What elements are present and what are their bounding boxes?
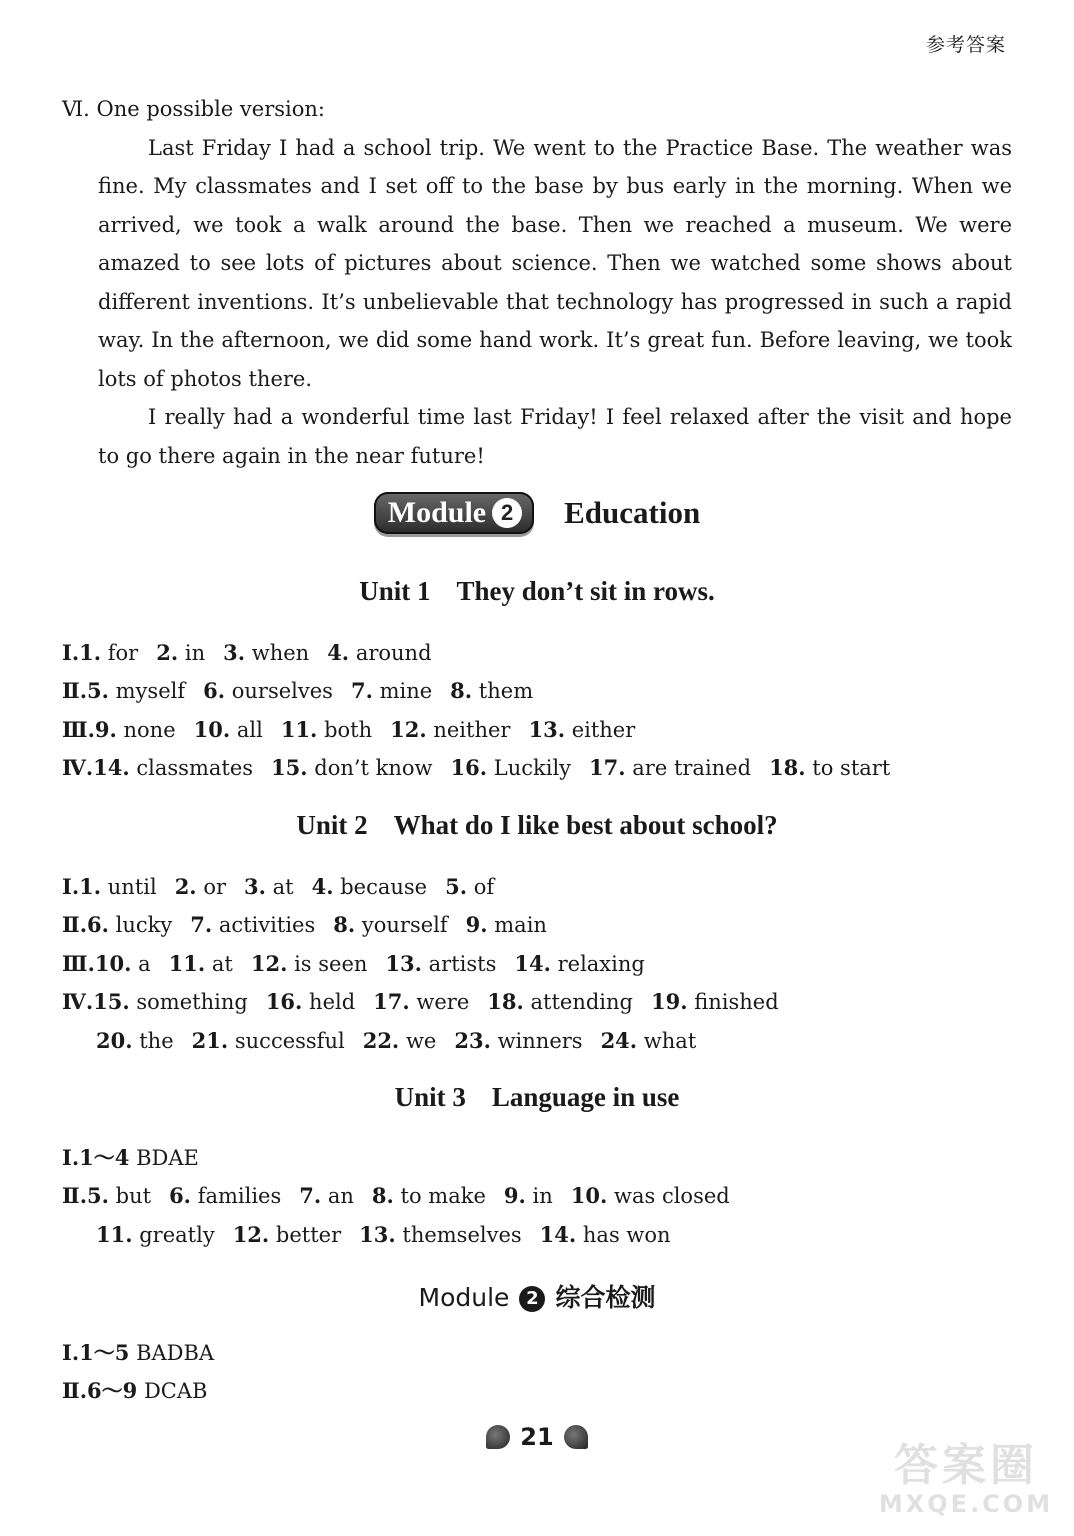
module-heading — [0, 492, 1074, 534]
answer-item — [299, 1184, 354, 1208]
page-number: 21 — [520, 1423, 554, 1451]
answer-item — [156, 641, 205, 665]
answer-number: 13. — [528, 716, 566, 742]
answer-text: until — [107, 875, 157, 899]
answer-item — [87, 913, 172, 937]
section-numeral: Ⅱ. — [62, 1378, 88, 1404]
answer-number: 17. — [373, 989, 410, 1015]
answer-item — [769, 756, 890, 780]
answer-item — [96, 1223, 215, 1247]
answer-text: better — [275, 1222, 342, 1247]
answer-number: 6. — [87, 912, 109, 938]
answer-row — [62, 1177, 748, 1215]
answer-item — [363, 1029, 437, 1053]
answer-item — [194, 718, 263, 742]
answer-number: 22. — [362, 1027, 400, 1053]
answer-text: yourself — [361, 913, 448, 938]
answer-text: is seen — [294, 951, 368, 976]
answer-item — [445, 875, 494, 899]
test-title-prefix: Module — [418, 1283, 510, 1312]
answer-text: we — [405, 1028, 437, 1053]
answer-text: was closed — [614, 1184, 730, 1209]
answer-item — [223, 641, 309, 665]
answer-number: 12. — [232, 1221, 270, 1247]
answer-item — [169, 1184, 281, 1208]
unit-number: Unit 3 — [394, 1082, 466, 1112]
answer-text: artists — [428, 951, 497, 976]
answer-item — [487, 990, 633, 1014]
answer-text: classmates — [136, 756, 254, 781]
answer-number: 14. — [539, 1221, 577, 1247]
answer-text: what — [643, 1028, 697, 1053]
unit-number: Unit 2 — [296, 810, 368, 840]
section-numeral: Ⅰ. — [62, 874, 80, 899]
leaf-icon — [564, 1425, 588, 1449]
module-test-heading — [0, 1278, 1074, 1314]
answer-number: 19. — [651, 989, 688, 1015]
answer-item — [372, 1184, 486, 1208]
unit-3-heading — [0, 1082, 1074, 1113]
answer-text: all — [236, 717, 263, 742]
answer-item — [651, 990, 779, 1014]
answer-row — [62, 1022, 797, 1060]
answer-item — [87, 1379, 207, 1403]
unit-number: Unit 1 — [359, 576, 431, 606]
unit-title: They don’t sit in rows. — [456, 576, 715, 606]
answer-number: 5. — [445, 874, 468, 899]
answer-number: 10. — [193, 716, 231, 742]
answer-text: or — [203, 875, 226, 899]
essay-paragraph-2: I really had a wonderful time last Friday! I feel relaxed after the visit and hope to go there again in the near future! — [98, 405, 1012, 468]
section-numeral: Ⅱ. — [62, 678, 88, 704]
answer-item — [540, 1223, 671, 1247]
answer-item — [93, 990, 248, 1014]
answer-item — [190, 913, 315, 937]
answer-text: ourselves — [231, 679, 333, 704]
answer-item — [95, 718, 176, 742]
answer-number: 1. — [79, 874, 102, 899]
answer-item — [451, 756, 572, 780]
answer-row — [62, 672, 908, 710]
answer-number: 2. — [174, 874, 197, 899]
answer-item — [203, 679, 333, 703]
essay-paragraph-1: Last Friday I had a school trip. We went to the Practice Base. The weather was fine. My classmates and I set off to the base by bus early in the morning. When we arrived, we took a walk around the base. Then we reached a museum. We were amazed to see lots of pictures about science. Then we watched some shows about different inventions. It’s unbelievable that technology has progressed in such a rapid way. In the afternoon, we did some hand work. It’s great fun. Before leaving, we took lots of photos there. — [98, 135, 1012, 391]
answer-text: successful — [234, 1028, 345, 1053]
answer-number: 11. — [280, 716, 318, 742]
answer-text: them — [478, 679, 534, 704]
answer-text: main — [494, 913, 547, 938]
answer-number: 3. — [223, 640, 246, 665]
watermark-url: MXQE.COM — [878, 1490, 1054, 1518]
answer-text: don’t know — [314, 756, 433, 781]
answer-number: 15. — [93, 989, 130, 1015]
answer-text: at — [272, 875, 294, 899]
answer-row — [62, 1216, 748, 1254]
section-numeral: Ⅲ. — [62, 716, 95, 742]
answer-row — [62, 711, 908, 749]
answer-number: 12. — [250, 950, 288, 976]
page-header-title: 参考答案 — [925, 34, 1006, 56]
answer-item — [251, 952, 368, 976]
answer-number: 23. — [454, 1027, 491, 1053]
test-title-number: 2 — [519, 1286, 545, 1312]
answer-text: winners — [497, 1028, 583, 1053]
answer-text: of — [473, 875, 495, 899]
module-badge-number: 2 — [492, 498, 522, 528]
answer-row — [62, 749, 908, 787]
answer-item — [373, 990, 469, 1014]
answer-item — [514, 952, 644, 976]
answer-number: 20. — [96, 1027, 133, 1053]
answer-number: 18. — [487, 989, 524, 1015]
answer-text: at — [211, 951, 233, 976]
answer-text: greatly — [139, 1222, 215, 1247]
answer-item — [601, 1029, 697, 1053]
answer-text: a — [138, 951, 151, 976]
answer-text: to start — [812, 756, 891, 781]
answer-item — [589, 756, 751, 780]
answer-item — [79, 641, 138, 665]
section-numeral: Ⅳ. — [62, 755, 94, 781]
unit-title: Language in use — [491, 1082, 680, 1112]
section-numeral: Ⅱ. — [62, 912, 88, 938]
answer-text: attending — [530, 990, 633, 1015]
watermark-text: 答案圈 — [894, 1440, 1038, 1491]
answer-row — [62, 1139, 748, 1177]
answer-number: 10. — [94, 950, 132, 976]
answer-item — [233, 1223, 341, 1247]
answer-row — [62, 634, 908, 672]
answer-text: families — [197, 1184, 282, 1209]
answer-number: 9. — [94, 716, 117, 742]
answer-item — [95, 952, 151, 976]
answer-number: 15. — [271, 755, 308, 781]
answer-number: 3. — [244, 874, 266, 899]
answer-number: 16. — [265, 989, 303, 1015]
module-badge — [374, 492, 534, 534]
answer-number: 4. — [327, 640, 350, 665]
answer-number: 6～9 — [87, 1378, 138, 1404]
answer-item — [271, 756, 433, 780]
answer-item — [87, 1184, 151, 1208]
answer-item — [359, 1223, 522, 1247]
sample-essay — [62, 90, 1012, 475]
answer-item — [385, 952, 496, 976]
answer-text: mine — [379, 679, 433, 704]
answer-item — [79, 1146, 199, 1170]
answer-item — [390, 718, 510, 742]
answer-number: 13. — [385, 950, 422, 976]
answer-number: 11. — [168, 950, 206, 976]
answer-row — [62, 1334, 232, 1372]
answer-text: when — [251, 641, 310, 665]
answer-number: 1. — [79, 640, 102, 665]
leaf-icon — [486, 1425, 510, 1449]
answer-item — [93, 756, 253, 780]
answer-text: because — [340, 875, 428, 899]
answer-row — [62, 906, 797, 944]
answer-number: 8. — [450, 678, 473, 704]
answer-text: lucky — [115, 913, 173, 938]
answer-number: 14. — [93, 755, 130, 781]
answer-text: are trained — [632, 756, 752, 781]
answer-item — [571, 1184, 730, 1208]
section-numeral: Ⅱ. — [62, 1183, 88, 1209]
answer-row — [62, 1372, 232, 1410]
answer-text: relaxing — [557, 951, 645, 976]
answer-number: 2. — [156, 640, 179, 665]
answer-number: 9. — [503, 1183, 526, 1209]
essay-lead: Ⅵ. One possible version: — [62, 97, 326, 121]
answer-text: the — [139, 1028, 174, 1053]
answer-number: 12. — [390, 716, 427, 742]
answer-number: 13. — [359, 1221, 396, 1247]
module-name: Education — [564, 495, 701, 530]
answer-item — [87, 679, 185, 703]
answer-number: 5. — [87, 678, 109, 704]
answer-number: 21. — [191, 1027, 229, 1053]
answer-text: finished — [694, 990, 779, 1015]
section-numeral: Ⅰ. — [62, 1340, 80, 1365]
answer-number: 1～5 — [79, 1340, 130, 1365]
answer-text: themselves — [402, 1222, 522, 1247]
answer-number: 9. — [465, 912, 488, 938]
answer-number: 8. — [371, 1183, 394, 1209]
answer-item — [466, 913, 547, 937]
answer-item — [79, 875, 157, 899]
site-watermark — [876, 1440, 1056, 1524]
answer-number: 24. — [600, 1027, 638, 1053]
section-numeral: Ⅳ. — [62, 989, 94, 1015]
answer-number: 6. — [169, 1183, 191, 1209]
answer-number: 7. — [190, 912, 213, 938]
answer-item — [312, 875, 428, 899]
answer-text: to make — [400, 1184, 486, 1209]
answer-number: 1～4 — [79, 1145, 130, 1170]
answer-text: around — [355, 641, 432, 665]
section-numeral: Ⅰ. — [62, 640, 80, 665]
answer-text: for — [107, 641, 139, 665]
answer-text: held — [309, 990, 356, 1015]
unit-3-answers — [62, 1139, 748, 1254]
answer-text: none — [123, 717, 176, 742]
answer-item — [175, 875, 226, 899]
answer-number: 10. — [570, 1183, 608, 1209]
answer-item — [351, 679, 432, 703]
answer-row — [62, 945, 797, 983]
answer-text: but — [115, 1184, 152, 1209]
answer-number: 7. — [299, 1183, 322, 1209]
answer-row — [62, 868, 797, 906]
answer-text: myself — [115, 679, 186, 704]
unit-1-answers — [62, 634, 908, 788]
unit-2-heading — [0, 810, 1074, 841]
answer-text: BDAE — [136, 1146, 199, 1170]
unit-2-answers — [62, 868, 797, 1060]
answer-text: in — [184, 641, 206, 665]
answer-item — [454, 1029, 582, 1053]
answer-item — [96, 1029, 174, 1053]
answer-text: BADBA — [136, 1341, 215, 1365]
answer-text: activities — [218, 913, 316, 938]
answer-number: 16. — [450, 755, 488, 781]
answer-text: DCAB — [143, 1379, 208, 1404]
answer-text: both — [324, 717, 373, 742]
module-badge-word: Module — [387, 496, 487, 529]
answer-item — [169, 952, 233, 976]
unit-title: What do I like best about school? — [393, 810, 778, 840]
answer-number: 8. — [333, 912, 356, 938]
answer-item — [333, 913, 447, 937]
answer-text: were — [416, 990, 470, 1015]
answer-number: 4. — [311, 874, 334, 899]
answer-item — [504, 1184, 553, 1208]
answer-text: either — [571, 717, 636, 742]
module-test-answers — [62, 1334, 232, 1411]
answer-number: 5. — [87, 1183, 109, 1209]
answer-text: in — [532, 1184, 553, 1209]
answer-item — [281, 718, 372, 742]
answer-number: 14. — [514, 950, 551, 976]
answer-number: 7. — [350, 678, 373, 704]
answer-text: Luckily — [493, 756, 572, 781]
answer-text: neither — [433, 717, 511, 742]
unit-1-heading — [0, 576, 1074, 607]
answer-text: something — [136, 990, 248, 1015]
answer-number: 17. — [589, 755, 626, 781]
answer-text: an — [327, 1184, 354, 1209]
answer-text: has won — [582, 1222, 671, 1247]
section-numeral: Ⅰ. — [62, 1145, 80, 1170]
answer-item — [192, 1029, 345, 1053]
answer-number: 11. — [96, 1221, 133, 1247]
answer-item — [266, 990, 355, 1014]
answer-number: 18. — [769, 755, 806, 781]
answer-item — [528, 718, 635, 742]
answer-item — [450, 679, 533, 703]
answer-row — [62, 983, 797, 1021]
answer-number: 6. — [203, 678, 226, 704]
answer-item — [79, 1341, 214, 1365]
answer-item — [244, 875, 294, 899]
section-numeral: Ⅲ. — [62, 950, 95, 976]
answer-item — [327, 641, 431, 665]
test-title-suffix: 综合检测 — [555, 1283, 656, 1312]
